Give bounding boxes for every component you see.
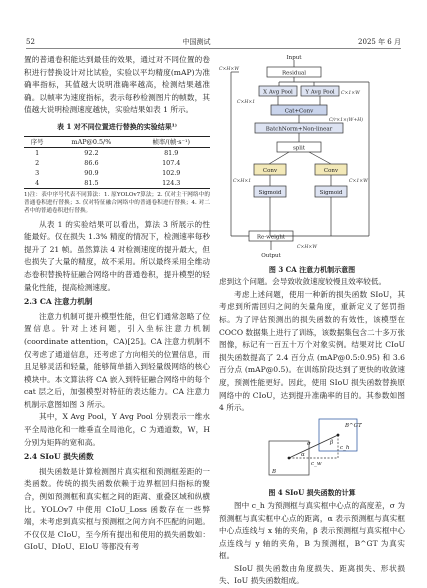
conv-label-w: Conv: [323, 168, 339, 174]
table-row: [24, 158, 210, 168]
paragraph: 虑到这个问题。会导致收敛速度较慢且效率较低。: [219, 277, 387, 287]
paragraph: 从表 1 的实验结果可以看出，算法 3 所展示的性能最好。仅在损失 1.3% 精度的情况下，检测速率每秒提升了 21 帧。虽然算法 4 对检测速度的提升最大，但也损失了大量的精度，故不采用。所以最终采用全维动态卷积替换特征融合网络中的普通卷积，提升模型的轻量化性能，提高检测速度。: [24, 219, 210, 292]
results-table: [24, 136, 210, 189]
table-caption: 表 1 对不同位置进行替换的实验结果¹⁾: [57, 121, 177, 131]
ch-label: c_h: [340, 444, 350, 451]
section-heading: 2.3 CA 注意力机制: [24, 297, 93, 307]
paragraph: 其中，X Avg Pool，Y Avg Pool 分别表示一维水平全局池化和一维垂直全局池化，C 为通道数，W，H 分别为矩阵的宽和高。: [24, 412, 210, 447]
output-label: Output: [261, 253, 281, 259]
paragraph: 损失函数是计算检测图片真实框和预测框差距的一类函数。传统的损失函数依赖于边界框回归指标的聚合，例如预测框和真实框之间的距离、重叠区域和纵横比。YOLOv7 中使用 CIoU_Loss 函数存在一些弊端，未考虑到真实框与预测框之间方向不匹配的问题。不仅仅是 CIoU，至今所有提出和使用的损失函数如：GIoU、DIoU、EIoU 等都没有考: [24, 466, 210, 552]
dim-cat: C/r×1×(W+H): [329, 118, 364, 123]
dim-w: C×1×W: [349, 179, 368, 184]
table-cell: 86.6: [84, 158, 99, 167]
table-cell: 124.3: [162, 178, 181, 187]
dim-input: C×H×W: [219, 67, 239, 72]
y-avg-pool-label: Y Avg Pool: [305, 89, 335, 96]
reweight-label: Re-weight: [256, 234, 286, 241]
table-header: 帧率/(帧·s⁻¹): [152, 137, 190, 146]
table-cell: 81.5: [84, 178, 99, 187]
dim-x: C×H×1: [237, 100, 256, 105]
table-cell: 3: [35, 168, 40, 177]
siou-diagram: [219, 415, 405, 483]
journal-name: 中国测试: [182, 38, 211, 46]
alpha-label: α: [301, 451, 305, 458]
table-cell: 107.4: [162, 158, 181, 167]
table-row: [24, 178, 210, 189]
ca-attention-diagram: [219, 54, 405, 259]
conv-label-h: Conv: [262, 168, 278, 174]
x-avg-pool-label: X Avg Pool: [263, 89, 293, 96]
table-row: [24, 147, 210, 158]
table-cell: 4: [35, 178, 40, 187]
table-note: 1)注：表中序号代表不同算法：1. 原YOLOv7算法；2. 仅对主干网络中的普通卷积进行替换；3. 仅对特征融合网络中的普通卷积进行替换；4. 对二者中的普通卷积进行替换。: [24, 191, 210, 214]
figure-4-caption: 图 4 SIoU 损失函数的计算: [268, 488, 356, 498]
batchnorm-label: BatchNorm+Non-linear: [265, 126, 333, 133]
page-header: [26, 36, 401, 49]
issue-date: 2025 年 6 月: [358, 38, 401, 46]
dim-h: C×H×1: [233, 179, 252, 184]
table-header: mAP@0.5/%: [71, 137, 112, 146]
figure-4: [219, 415, 405, 500]
table-row: [24, 168, 210, 178]
sigmoid-label-w: Sigmoid: [319, 190, 343, 196]
table-cell: 2: [35, 158, 40, 167]
table-cell: 1: [35, 148, 40, 157]
paragraph: 考虑上述问题，使用一种新的损失函数 SIoU，其考虑到所需回归之间的矢量角度，重新定义了惩罚指标。为了评估预测出的损失函数的有效性，该模型在 COCO 数据集上进行了训练，该数据集包含二十多万张图像，标记有一百五十万个对象实例。结果对比 CIoU 损失函数提高了 2.4 百分点 (mAP@0.5:0.95) 和 3.6 百分点 (mAP@0.5)。在训练阶段达到了更快的收敛速度，预测性能更好。因此，使用 SIoU 损失函数替换原网络中的 CIoU，达到提升准确率的目的。其参数如图 4 所示。: [219, 289, 405, 413]
sigmoid-label-h: Sigmoid: [258, 190, 282, 196]
sigma-label: σ: [307, 440, 311, 447]
paragraph: 图中 c_h 为预测框与真实框中心点的高度差，σ 为预测框与真实框中心点的距离，α 表示预测框与真实框中心点连线与 x 轴的夹角，β 表示预测框与真实框中心点连线与 y 轴的夹角，B 为预测框，B^GT 为真实框。: [219, 500, 405, 561]
paragraph: 置的普通卷积能达到最佳的效果，通过对不同位置的卷积进行替换设计对比试验，实验以平均精度(mAP)为准确率指标，其值越大说明准确率越高，检测结果越准确。以帧率为速度指标，表示每秒检测图片的帧数，其值越大说明检测速度越快，实验结果如表 1 所示。: [24, 55, 210, 115]
table-cell: 81.9: [164, 148, 179, 157]
left-column: [24, 54, 210, 554]
cw-label: c_w: [311, 460, 322, 467]
dim-y: C×1×W: [341, 91, 360, 96]
figure-3: [219, 54, 405, 276]
right-column: [219, 54, 405, 588]
table-cell: 102.9: [162, 168, 181, 177]
section-heading: 2.4 SIoU 损失函数: [24, 452, 94, 462]
beta-label: β: [330, 439, 334, 446]
figure-3-caption: 图 3 CA 注意力机制示意图: [268, 264, 356, 274]
page-number: 52: [26, 38, 35, 46]
table-header-row: [24, 136, 210, 147]
paragraph: 注意力机制可提升模型性能，但它们通常忽略了位置信息。针对上述问题，引入坐标注意力机制(coordinate attention，CA)[25]。CA 注意力机制不仅考虑了通道信息，还考虑了方向相关的位置信息，而且足够灵活和轻量，能够简单插入到轻量级网络的核心模块中。本文算法将 CA 嵌入到特征融合网络中的每个 cat 层之后，加强模型对特征的表达能力。CA 注意力机制示意图如图 3 所示。: [24, 311, 210, 409]
residual-label: Residual: [281, 70, 307, 77]
split-label: split: [292, 145, 306, 152]
input-label: Input: [286, 55, 302, 61]
paragraph: SIoU 损失函数由角度损失、距离损失、形状损失、IoU 损失函数组成。: [219, 563, 405, 586]
table-header: 序号: [30, 137, 44, 146]
table-cell: 90.9: [84, 168, 99, 177]
cat-conv-label: Cat+Conv: [284, 108, 314, 115]
table-cell: 92.2: [84, 148, 99, 157]
dim-output: C×H×W: [297, 245, 317, 250]
center-line: [289, 435, 338, 458]
box-b-label: B: [272, 468, 277, 475]
box-bgt-label: B^GT: [345, 422, 362, 429]
